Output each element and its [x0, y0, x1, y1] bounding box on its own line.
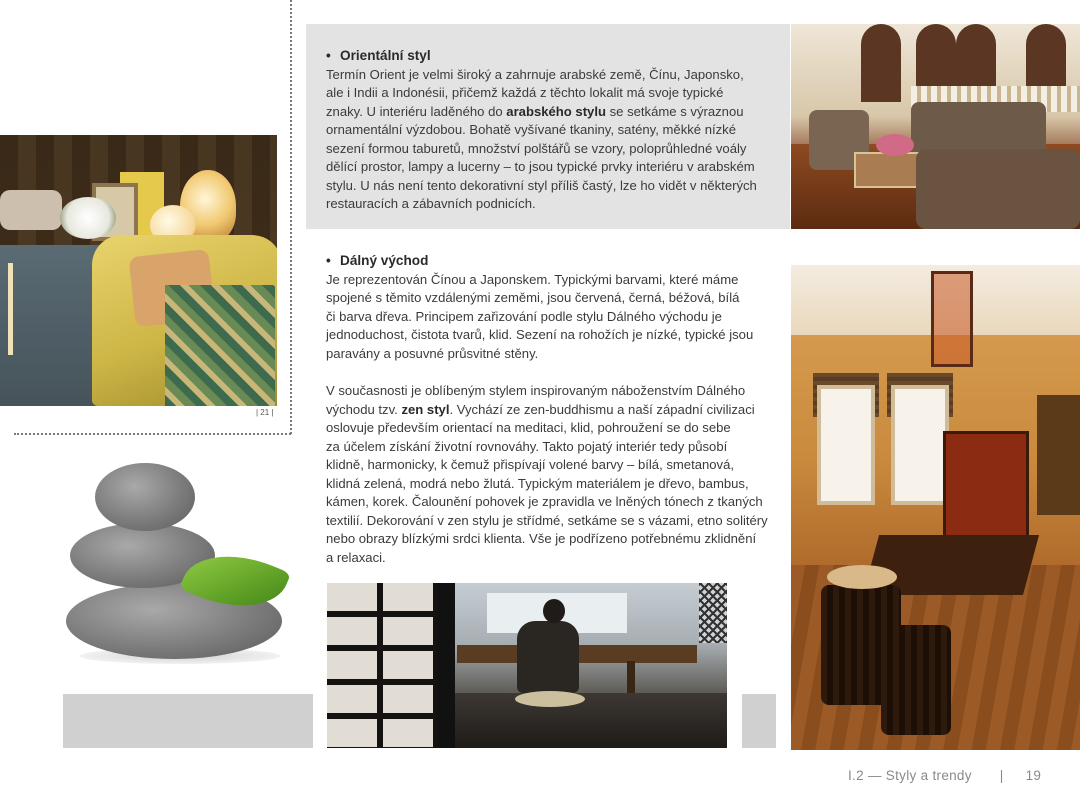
- zen-line: klidná zelená, modrá nebo žlutá. Typickým materiálem je dřevo, bambus,: [326, 475, 749, 491]
- orient-section: [326, 47, 776, 214]
- zen-line: oslovuje především orientací na meditaci, klid, pohroužení se do sebe: [326, 420, 731, 435]
- photo-cushion: [515, 691, 585, 707]
- page-mark: | 21 |: [256, 408, 274, 417]
- photo-zen-meditation: [327, 583, 727, 748]
- zen-line: nebo obrazy blízkými srdci klienta. Vše je podřízeno potřebnému zklidnění: [326, 531, 757, 546]
- grey-block-right: [742, 694, 776, 748]
- zen-line: V současnosti je oblíbeným stylem inspirovaným náboženstvím Dálného: [326, 383, 746, 398]
- orient-line: ornamentální výzdobou. Bohatě vyšívané tkaniny, satény, měkké nízké: [326, 122, 737, 137]
- orient-heading: [326, 47, 776, 66]
- far-east-line: paravány a posuvné průsvitné stěny.: [326, 345, 539, 361]
- photo-person-head: [543, 599, 565, 623]
- orient-line: stylu. U nás není tento dekorativní styl příliš častý, lze ho vidět v některých: [326, 177, 757, 193]
- orient-line: ale i Indii a Indonésii, přičemž každá z těchto lokalit má svoje typické: [326, 85, 724, 100]
- photo-asian-interior: [791, 265, 1080, 750]
- photo-pillows: [0, 190, 62, 230]
- page-number: 19: [1025, 768, 1042, 783]
- photo-window: [891, 385, 949, 505]
- far-east-line: spojené s těmito vzdálenými zeměmi, jsou červená, černá, béžová, bílá: [326, 290, 740, 305]
- photo-floor: [455, 693, 727, 748]
- photo-arch: [861, 24, 901, 102]
- page-footer: [848, 768, 1041, 783]
- orient-line: sezení formou taburetů, množství polštářů se vzory, poloprůhledné voály: [326, 140, 747, 156]
- far-east-section: [326, 252, 776, 363]
- bullet: •: [326, 48, 331, 63]
- zen-line: [326, 401, 776, 420]
- photo-drum-stand: [881, 625, 951, 735]
- zen-line-part: východu tzv.: [326, 401, 402, 417]
- photo-lattice: [699, 583, 727, 643]
- orient-line: Termín Orient je velmi široký a zahrnuje arabské země, Čínu, Japonsko,: [326, 66, 744, 82]
- photo-person: [517, 621, 579, 693]
- footer-separator: |: [999, 768, 1004, 783]
- orient-heading-text: Orientální styl: [340, 48, 431, 63]
- far-east-line: jednoduchost, čistota tvarů, klid. Sezení na rohožích je nízké, typické jsou: [326, 327, 754, 342]
- orient-line: dělící prostor, lampy a lucerny – to jsou typické prvky interiéru v arabském: [326, 159, 755, 174]
- zen-line: kámen, korek. Čalounění pohovek je zpravidla ve lněných tónech z tkaných: [326, 494, 763, 509]
- dotted-frame-horizontal: [14, 433, 291, 435]
- stone-top: [95, 463, 195, 531]
- zen-line-part: . Vychází ze zen-buddhismu a naší západní civilizaci: [449, 401, 755, 417]
- far-east-line: Je reprezentován Čínou a Japonskem. Typickými barvami, které máme: [326, 271, 739, 287]
- zen-line: a relaxaci.: [326, 549, 386, 565]
- photo-candle: [8, 263, 13, 355]
- photo-throw-blanket: [165, 285, 275, 406]
- photo-armchair-interior: [0, 135, 277, 406]
- orient-line-part: se setkáme s výraznou: [605, 103, 744, 119]
- photo-lantern: [931, 271, 973, 367]
- orient-line-part: znaky. U interiéru laděného do: [326, 103, 507, 119]
- grey-block-left: [63, 694, 313, 748]
- photo-post: [437, 583, 455, 748]
- photo-bowl: [827, 565, 897, 589]
- photo-shoji-screen: [327, 583, 452, 748]
- photo-flowers: [876, 134, 914, 156]
- zen-line: textilií. Dekorování v zen stylu je střídmé, setkáme se s vázami, etno solitéry: [326, 512, 768, 528]
- photo-wall-art: [1037, 395, 1080, 515]
- photo-flowers: [60, 197, 116, 239]
- far-east-heading-text: Dálný východ: [340, 253, 429, 268]
- orient-line: [326, 103, 776, 122]
- photo-red-cabinet: [943, 431, 1029, 551]
- photo-sideboard: [0, 245, 100, 406]
- zen-line: za účelem získání životní rovnováhy. Takto pojatý interiér tedy působí: [326, 438, 728, 454]
- far-east-line: či barva dřeva. Principem zařizování podle stylu Dálného východu je: [326, 308, 722, 324]
- photo-oriental-living-room: [791, 24, 1080, 229]
- bullet: •: [326, 253, 331, 268]
- zen-section: [326, 382, 776, 567]
- dotted-frame-vertical: [290, 0, 292, 434]
- far-east-heading: [326, 252, 776, 271]
- zen-line: klidně, harmonicky, k čemuž přispívají volené barvy – bílá, smetanová,: [326, 457, 735, 472]
- chapter-label: I.2 — Styly a trendy: [848, 768, 972, 783]
- arabic-style-emphasis: arabského stylu: [506, 103, 606, 119]
- photo-window: [817, 385, 875, 505]
- orient-line: restauracích a zábavních podnicích.: [326, 196, 536, 211]
- zen-style-emphasis: zen styl: [401, 401, 450, 417]
- photo-sofa-front: [916, 149, 1080, 229]
